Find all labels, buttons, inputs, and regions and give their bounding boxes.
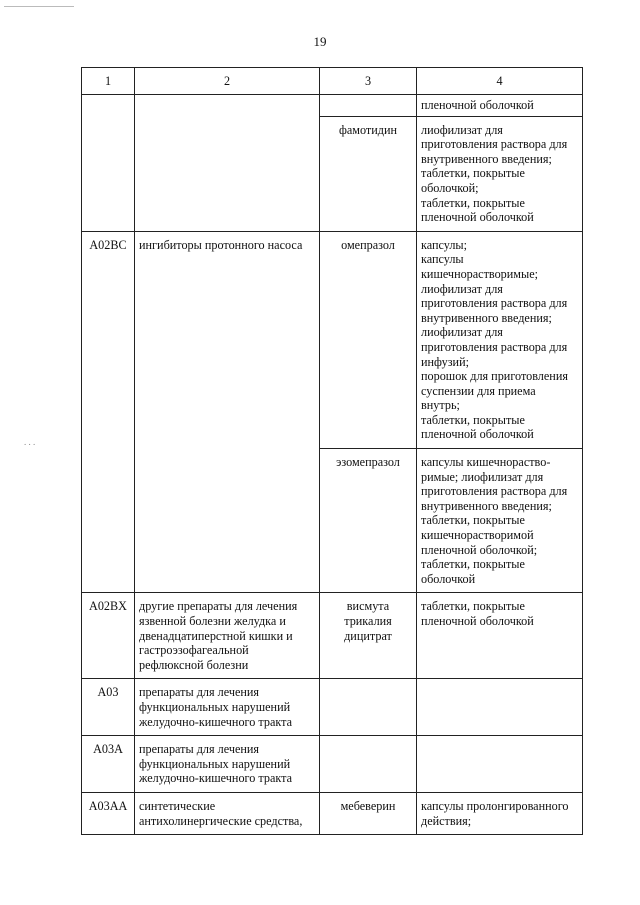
atc-code-cell: A02BX: [82, 593, 135, 679]
dosage-forms-cell: [417, 792, 583, 834]
drug-name-cell: фамотидин: [320, 116, 417, 231]
dosage-form-line: внутрь;: [421, 398, 460, 413]
dosage-form-line: пленочной оболочкой: [421, 614, 534, 628]
dosage-form-line: таблетки, покрытые: [421, 557, 525, 572]
dosage-form-line: порошок для приготовления: [421, 369, 568, 384]
column-header-3: 3: [320, 68, 417, 95]
dosage-form-line: римые; лиофилизат для: [421, 469, 544, 484]
group-name-cell: ингибиторы протонного насоса: [135, 231, 320, 593]
group-name-cell: [135, 95, 320, 232]
dosage-form-line: пленочной оболочкой;: [421, 542, 538, 557]
dosage-forms-cell: [417, 449, 583, 593]
drug-name-cell: мебеверин: [320, 792, 417, 834]
dosage-forms-cell: [417, 231, 583, 448]
drug-name-cell: [320, 95, 417, 117]
dosage-forms-cell: [417, 736, 583, 793]
dosage-form-line: капсулы кишечнораство-: [421, 455, 551, 470]
dosage-forms-cell: [417, 95, 583, 117]
dosage-form-line: суспензии для приема: [421, 383, 536, 398]
drug-table: [81, 67, 583, 835]
margin-dots: . . .: [24, 437, 36, 447]
table-row: [82, 792, 583, 834]
dosage-form-line: приготовления раствора для: [421, 296, 568, 311]
dosage-form-line: приготовления раствора для: [421, 339, 568, 354]
dosage-form-line: капсулы пролонгированного: [421, 798, 569, 813]
drug-name-cell: эзомепразол: [320, 449, 417, 593]
dosage-form-line: таблетки, покрытые: [421, 195, 525, 210]
dosage-form-line: кишечнорастворимой: [421, 528, 534, 543]
table-row: [82, 231, 583, 448]
dosage-form-line: инфузий;: [421, 354, 469, 369]
scan-edge-mark: [4, 6, 74, 8]
table-row: [82, 679, 583, 736]
group-name-cell: препараты для лечения функциональных нарушений желудочно-кишечного тракта: [135, 679, 320, 736]
dosage-forms-cell: [417, 116, 583, 231]
dosage-form-line: лиофилизат для: [421, 325, 503, 340]
group-name-cell: препараты для лечения функциональных нарушений желудочно-кишечного тракта: [135, 736, 320, 793]
atc-code-cell: A03A: [82, 736, 135, 793]
dosage-form-line: внутривенного введения;: [421, 310, 552, 325]
dosage-form-line: таблетки, покрытые: [421, 513, 525, 528]
dosage-form-line: приготовления раствора для: [421, 137, 568, 152]
dosage-form-line: таблетки, покрытые: [421, 412, 525, 427]
dosage-form-line: внутривенного введения;: [421, 498, 552, 513]
dosage-form-line: приготовления раствора для: [421, 484, 568, 499]
dosage-form-line: действия;: [421, 813, 472, 828]
atc-code-cell: A02BC: [82, 231, 135, 593]
group-name-cell: другие препараты для лечения язвенной болезни желудка и двенадцатиперстной кишки и гастроэзофагеальной рефлюксной болезни: [135, 593, 320, 679]
dosage-form-line: пленочной оболочкой: [421, 210, 534, 225]
drug-name-cell: висмута трикалия дицитрат: [320, 593, 417, 679]
table-row: [82, 593, 583, 679]
table-header-row: [82, 68, 583, 95]
drug-name-cell: [320, 736, 417, 793]
column-header-2: 2: [135, 68, 320, 95]
dosage-forms-cell: [417, 593, 583, 679]
dosage-form-line: внутривенного введения;: [421, 151, 552, 166]
dosage-form-line: оболочкой;: [421, 180, 479, 195]
drug-name-cell: [320, 679, 417, 736]
dosage-form-line: капсулы: [421, 252, 464, 267]
page-number: 19: [313, 34, 327, 49]
drug-name-cell: омепразол: [320, 231, 417, 448]
dosage-form-line: оболочкой: [421, 571, 476, 586]
atc-code-cell: A03: [82, 679, 135, 736]
column-header-4: 4: [417, 68, 583, 95]
dosage-form-line: кишечнорастворимые;: [421, 266, 538, 281]
atc-code-cell: A03AA: [82, 792, 135, 834]
dosage-form-line: лиофилизат для: [421, 122, 503, 137]
dosage-form-line: пленочной оболочкой: [421, 98, 534, 112]
dosage-form-line: таблетки, покрытые: [421, 166, 525, 181]
column-header-1: 1: [82, 68, 135, 95]
dosage-form-line: капсулы;: [421, 237, 467, 252]
dosage-form-line: таблетки, покрытые: [421, 599, 525, 614]
atc-code-cell: [82, 95, 135, 232]
dosage-form-line: пленочной оболочкой: [421, 427, 534, 442]
dosage-forms-cell: [417, 679, 583, 736]
group-name-cell: синтетические антихолинергические средства,: [135, 792, 320, 834]
table-row: [82, 736, 583, 793]
dosage-form-line: лиофилизат для: [421, 281, 503, 296]
table-row: [82, 95, 583, 117]
